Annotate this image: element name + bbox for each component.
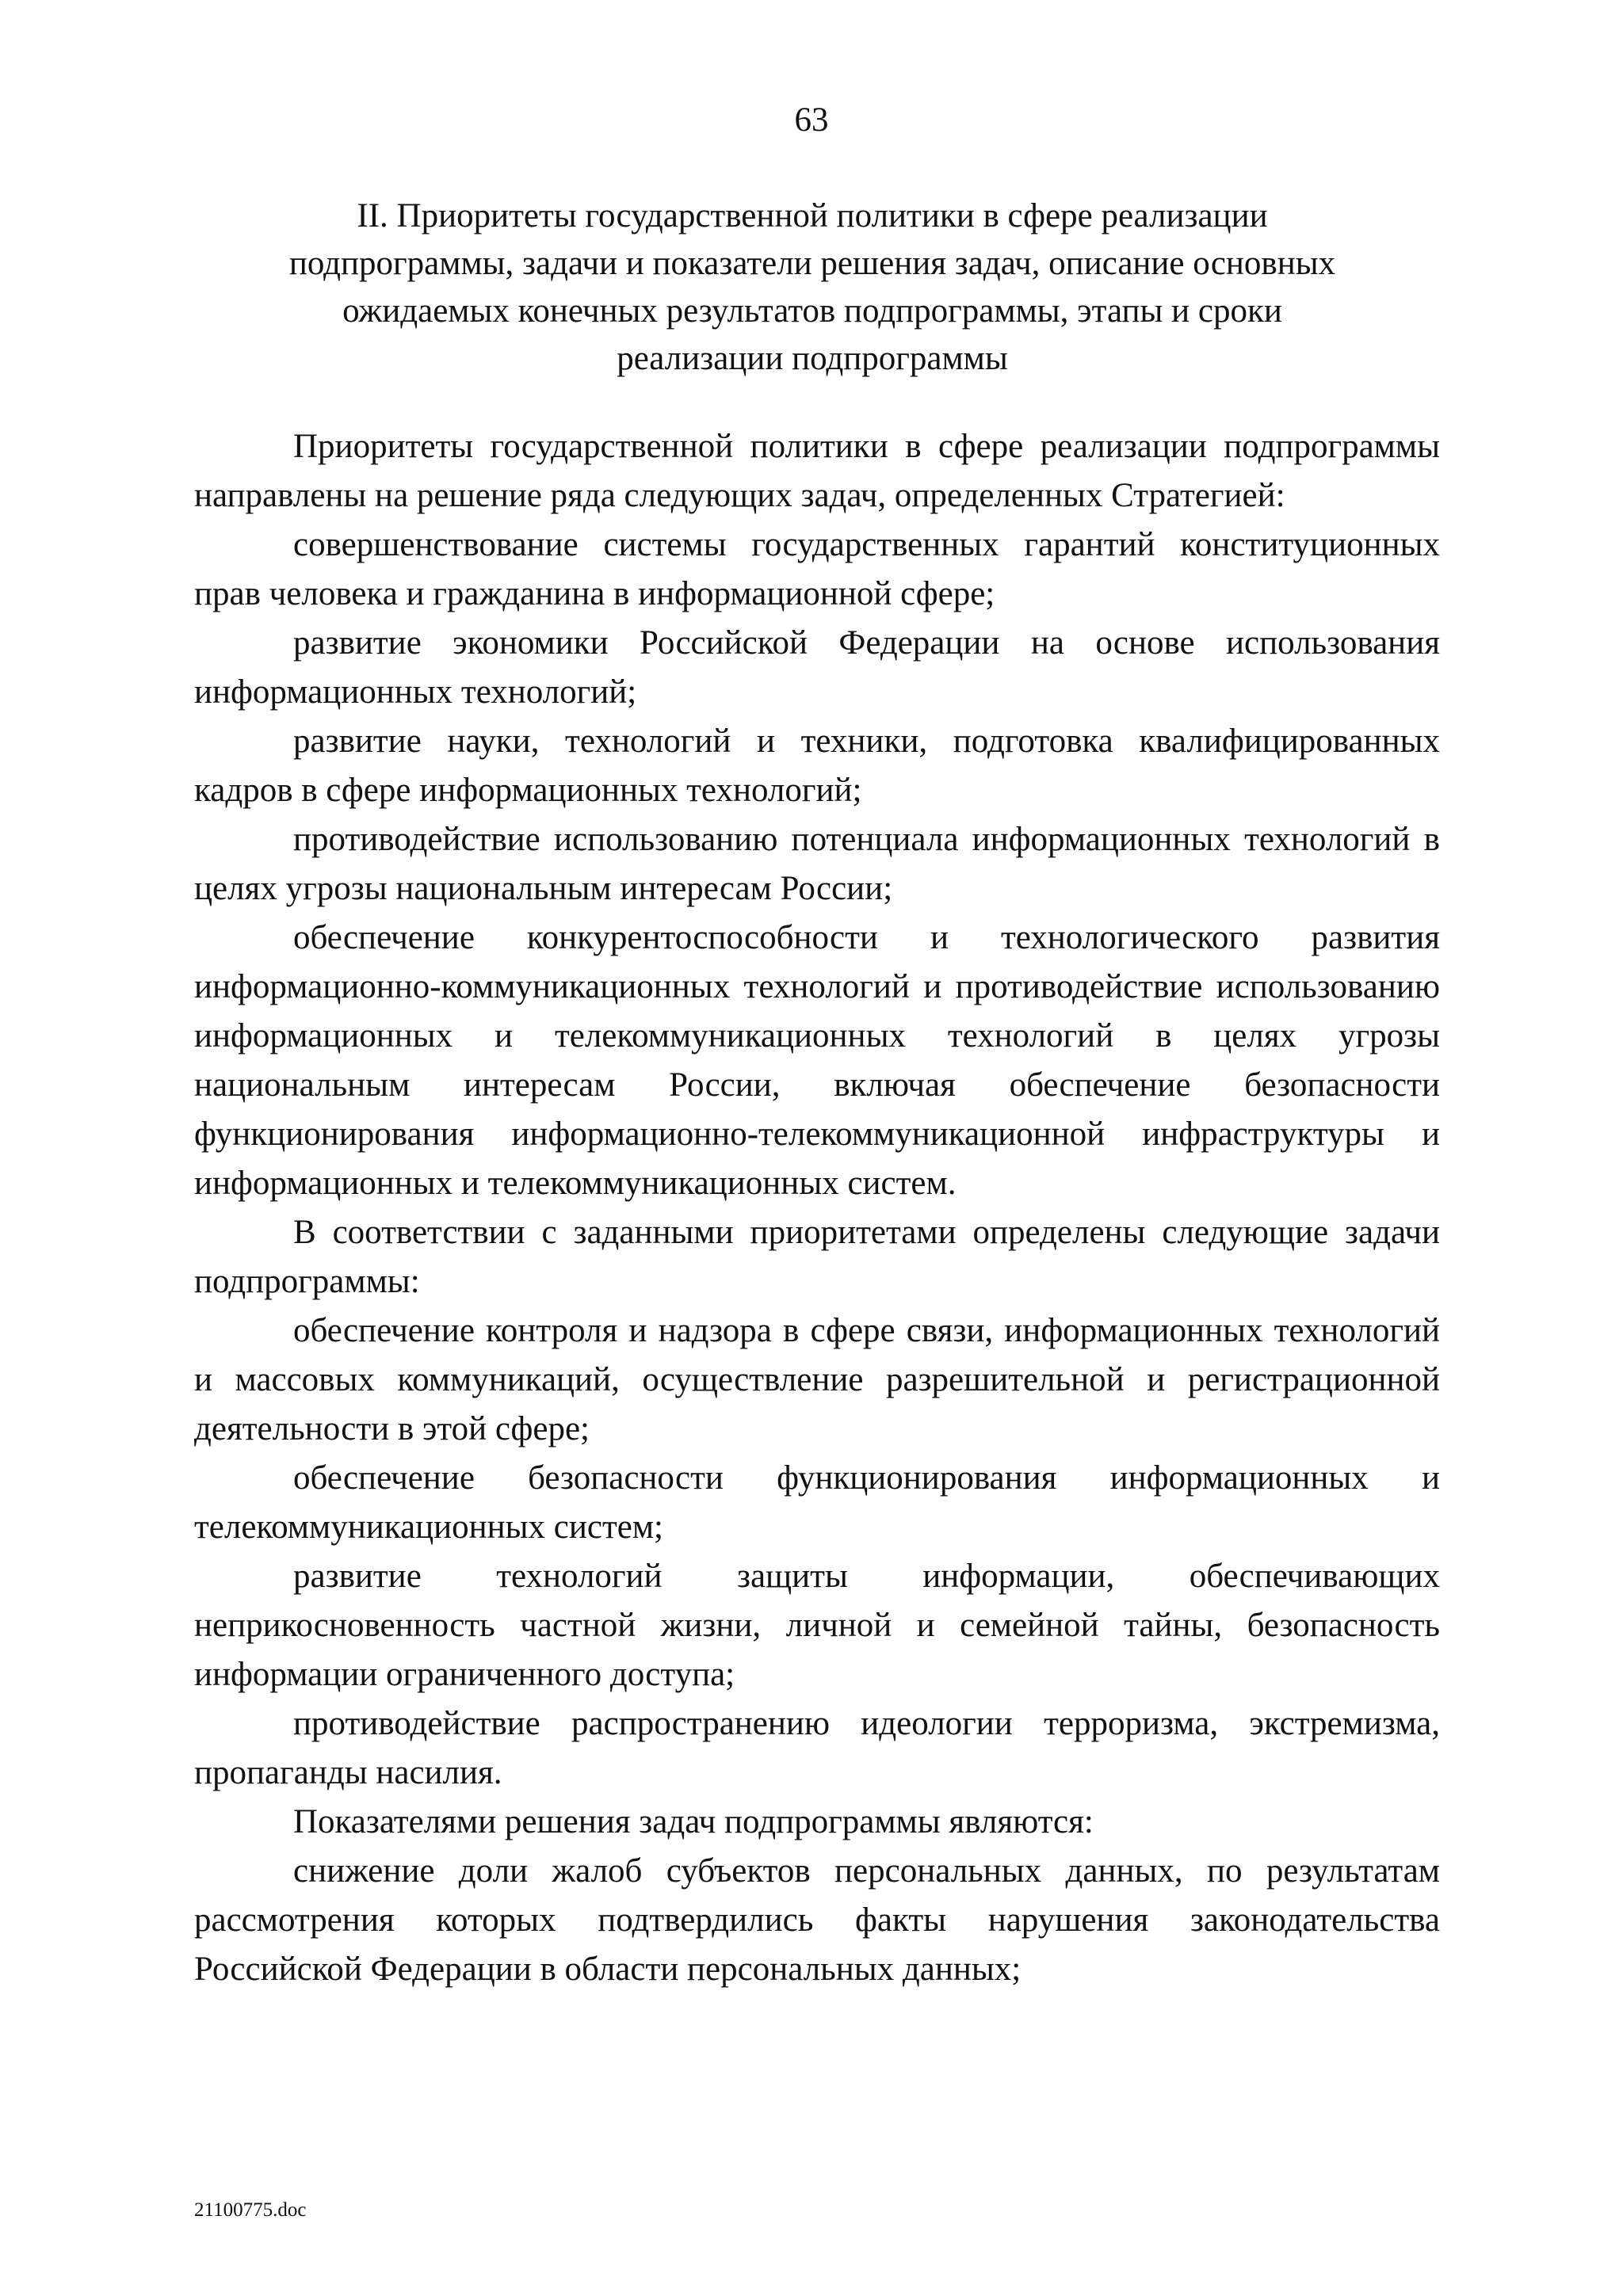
body-text [194, 422, 1440, 1994]
paragraph: Показателями решения задач подпрограммы являются: [293, 1803, 1094, 1840]
paragraph: снижение доли жалоб субъектов персональных данных, по результатам рассмотрения которых подтвердились факты нарушения законодательства Российской Федерации в области персональных данных; [194, 1852, 1440, 1988]
paragraph: обеспечение конкурентоспособности и технологического развития информационно-коммуникационных технологий и противодействие использованию информационных и телекоммуникационных технологий в целях угрозы национальным интересам России, включая обеспечение безопасности функционирования информационно-телекоммуникационной инфраструктуры и информационных и телекоммуникационных систем. [194, 919, 1440, 1202]
paragraph: развитие технологий защиты информации, обеспечивающих неприкосновенность частной жизни, личной и семейной тайны, безопасность информации ограниченного доступа; [194, 1558, 1440, 1693]
paragraph: обеспечение контроля и надзора в сфере связи, информационных технологий и массовых коммуникаций, осуществление разрешительной и регистрационной деятельности в этой сфере; [194, 1312, 1440, 1447]
heading-line: ожидаемых конечных результатов подпрограммы, этапы и сроки [342, 292, 1282, 330]
paragraph: Приоритеты государственной политики в сфере реализации подпрограммы направлены на решение ряда следующих задач, определенных Стратегией: [194, 428, 1440, 514]
paragraph: совершенствование системы государственных гарантий конституционных прав человека и гражданина в информационной сфере; [194, 526, 1440, 612]
page-number: 63 [794, 101, 829, 139]
heading-line: II. Приоритеты государственной политики в сфере реализации [357, 197, 1268, 235]
paragraph: развитие науки, технологий и техники, подготовка квалифицированных кадров в сфере информационных технологий; [194, 723, 1440, 809]
heading-line: реализации подпрограммы [617, 340, 1008, 377]
file-name-footer: 21100775.doc [194, 2199, 307, 2221]
heading-line: подпрограммы, задачи и показатели решения задач, описание основных [288, 245, 1336, 282]
paragraph: противодействие распространению идеологии терроризма, экстремизма, пропаганды насилия. [194, 1705, 1440, 1791]
paragraph: развитие экономики Российской Федерации на основе использования информационных технологий; [194, 624, 1440, 711]
section-heading [190, 193, 1434, 383]
paragraph: обеспечение безопасности функционирования информационных и телекоммуникационных систем; [194, 1459, 1440, 1546]
paragraph: В соответствии с заданными приоритетами определены следующие задачи подпрограммы: [194, 1214, 1440, 1300]
paragraph: противодействие использованию потенциала информационных технологий в целях угрозы национальным интересам России; [194, 821, 1440, 907]
